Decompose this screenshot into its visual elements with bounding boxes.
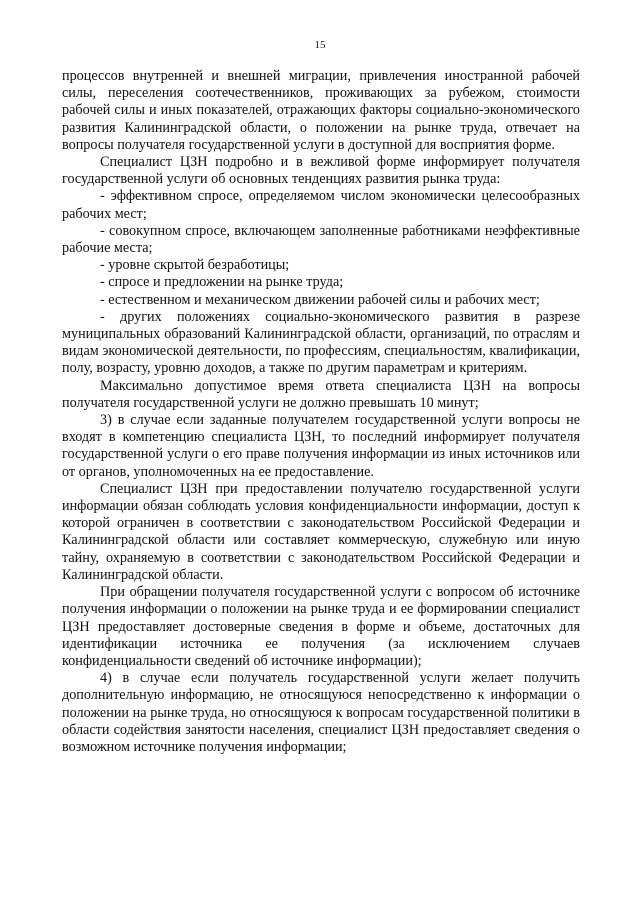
paragraph-confidentiality: Специалист ЦЗН при предоставлении получателю государственной услуги информации обязан соблюдать условия конфиденциальности информации, доступ к которой ограничен в соответствии с законодательством Российской Федерации и Калининградской области или составляет коммерческую, служебную или иную тайну, охраняемую в соответствии с законодательством Российской Федерации и Калининградской области. — [62, 480, 580, 583]
list-item-aggregate-demand: - совокупном спросе, включающем заполненные работниками неэффективные рабочие места; — [62, 222, 580, 257]
paragraph-response-time: Максимально допустимое время ответа специалиста ЦЗН на вопросы получателя государственной услуги не должно превышать 10 минут; — [62, 377, 580, 411]
paragraph-information-source: При обращении получателя государственной услуги с вопросом об источнике получения информации о положении на рынке труда и ее формировании специалист ЦЗН предоставляет достоверные сведения в форме и объеме, достаточных для идентификации источника ее получения (за исключением случаев конфиденциальности сведений об источнике информации); — [62, 584, 580, 669]
list-item-effective-demand: - эффективном спросе, определяемом числом экономически целесообразных рабочих мест; — [62, 188, 580, 222]
list-item-other-provisions: - других положениях социально-экономического развития в разрезе муниципальных образований Калининградской области, организаций, по отраслям и видам экономической деятельности, по профессиям, специальностям, квалификации, полу, возрасту, уровню доходов, а также по другим параметрам и критериям. — [62, 308, 580, 377]
paragraph-item-4: 4) в случае если получатель государственной услуги желает получить дополнительную информацию, не относящуюся непосредственно к информации о положении на рынке труда, но относящуюся к вопросам государственной политики в области содействия занятости населения, специалист ЦЗН предоставляет сведения о возможном источнике получения информации; — [62, 670, 580, 755]
paragraph-migration-continuation: процессов внутренней и внешней миграции, привлечения иностранной рабочей силы, переселения соотечественников, проживающих за рубежом, стоимости рабочей силы и иных показателей, отражающих факторы социально-экономического развития Калининградской области, о положении на рынке труда, отвечает на вопросы получателя государственной услуги в доступной для восприятия форме. — [62, 68, 580, 153]
paragraph-labor-market-trends: Специалист ЦЗН подробно и в вежливой форме информирует получателя государственной услуги об основных тенденциях развития рынка труда: — [62, 154, 580, 188]
list-item-labor-movement: - естественном и механическом движении рабочей силы и рабочих мест; — [100, 291, 540, 308]
document-body — [62, 68, 580, 756]
paragraph-item-3: 3) в случае если заданные получателем государственной услуги вопросы не входят в компетенцию специалиста ЦЗН, то последний информирует получателя государственной услуги о его праве получения информации из иных источников или от органов, уполномоченных на ее предоставление. — [62, 412, 580, 480]
list-item-supply-demand: - спросе и предложении на рынке труда; — [100, 274, 344, 291]
page-number: 15 — [314, 39, 326, 51]
list-item-hidden-unemployment: - уровне скрытой безработицы; — [100, 257, 290, 274]
